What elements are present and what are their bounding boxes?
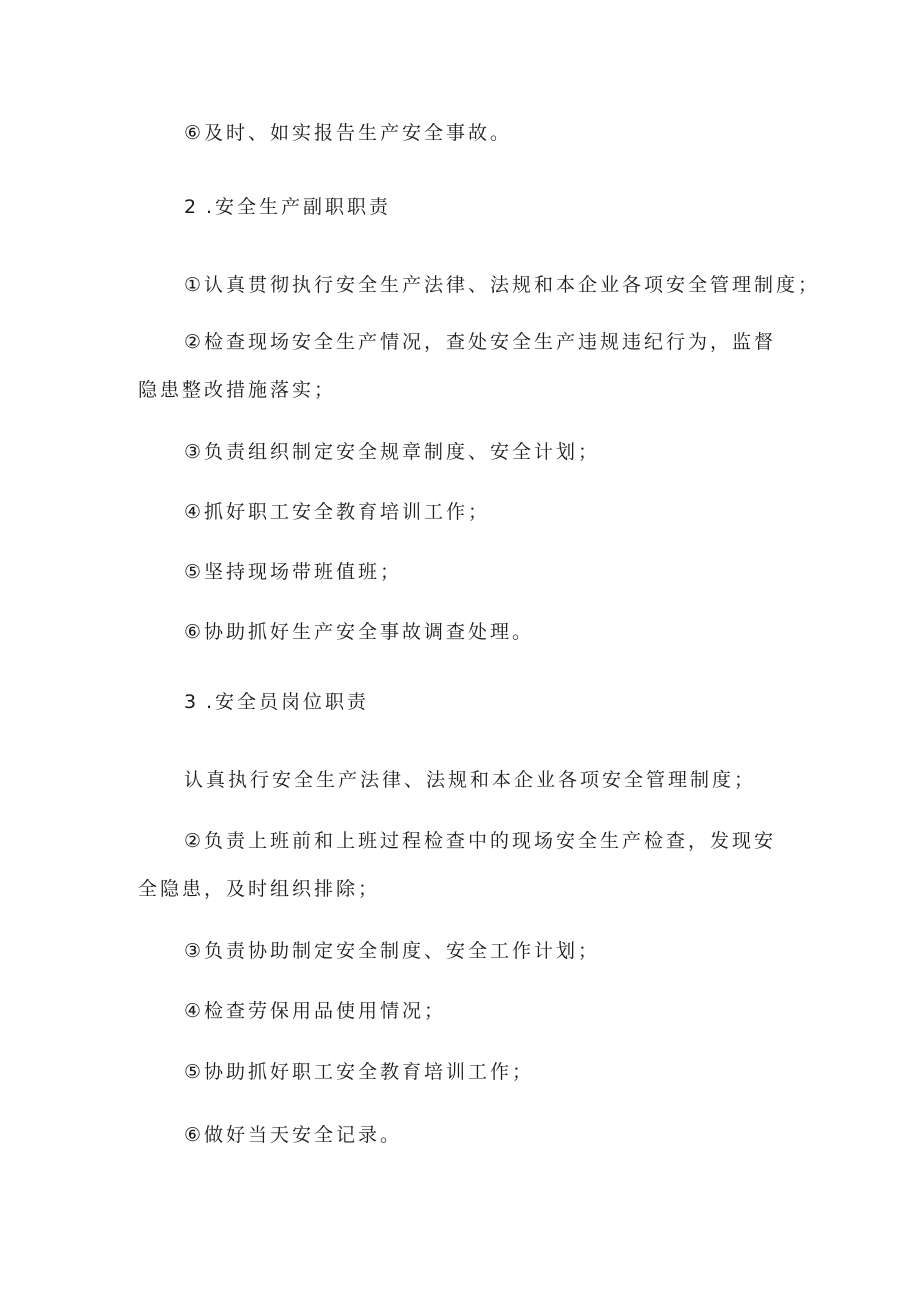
paragraph: 认真执行安全生产法律、法规和本企业各项安全管理制度； [184, 769, 757, 791]
paragraph: ②检查现场安全生产情况，查处安全生产违规违纪行为，监督隐患整改措施落实； [138, 331, 777, 401]
paragraph: ④抓好职工安全教育培训工作； [184, 501, 491, 523]
section-title: .安全生产副职职责 [206, 196, 392, 218]
section-heading [184, 690, 369, 714]
paragraph: ③负责组织制定安全规章制度、安全计划； [184, 441, 601, 463]
paragraph: ①认真贯彻执行安全生产法律、法规和本企业各项安全管理制度； [184, 274, 821, 296]
paragraph: ④检查劳保用品使用情况； [184, 1000, 447, 1022]
paragraph: ③负责协助制定安全制度、安全工作计划； [184, 940, 601, 962]
section-heading [184, 195, 391, 219]
paragraph: ⑤坚持现场带班值班； [184, 561, 403, 583]
paragraph: ⑤协助抓好职工安全教育培训工作； [184, 1061, 535, 1083]
section-number: 2 [184, 196, 200, 218]
paragraph: ⑥协助抓好生产安全事故调查处理。 [184, 621, 535, 643]
section-number: 3 [184, 691, 200, 713]
paragraph: ⑥及时、如实报告生产安全事故。 [184, 122, 513, 144]
paragraph: ⑥做好当天安全记录。 [184, 1124, 403, 1146]
paragraph: ②负责上班前和上班过程检查中的现场安全生产检查，发现安全隐患，及时组织排除； [138, 830, 777, 900]
section-title: .安全员岗位职责 [206, 691, 370, 713]
